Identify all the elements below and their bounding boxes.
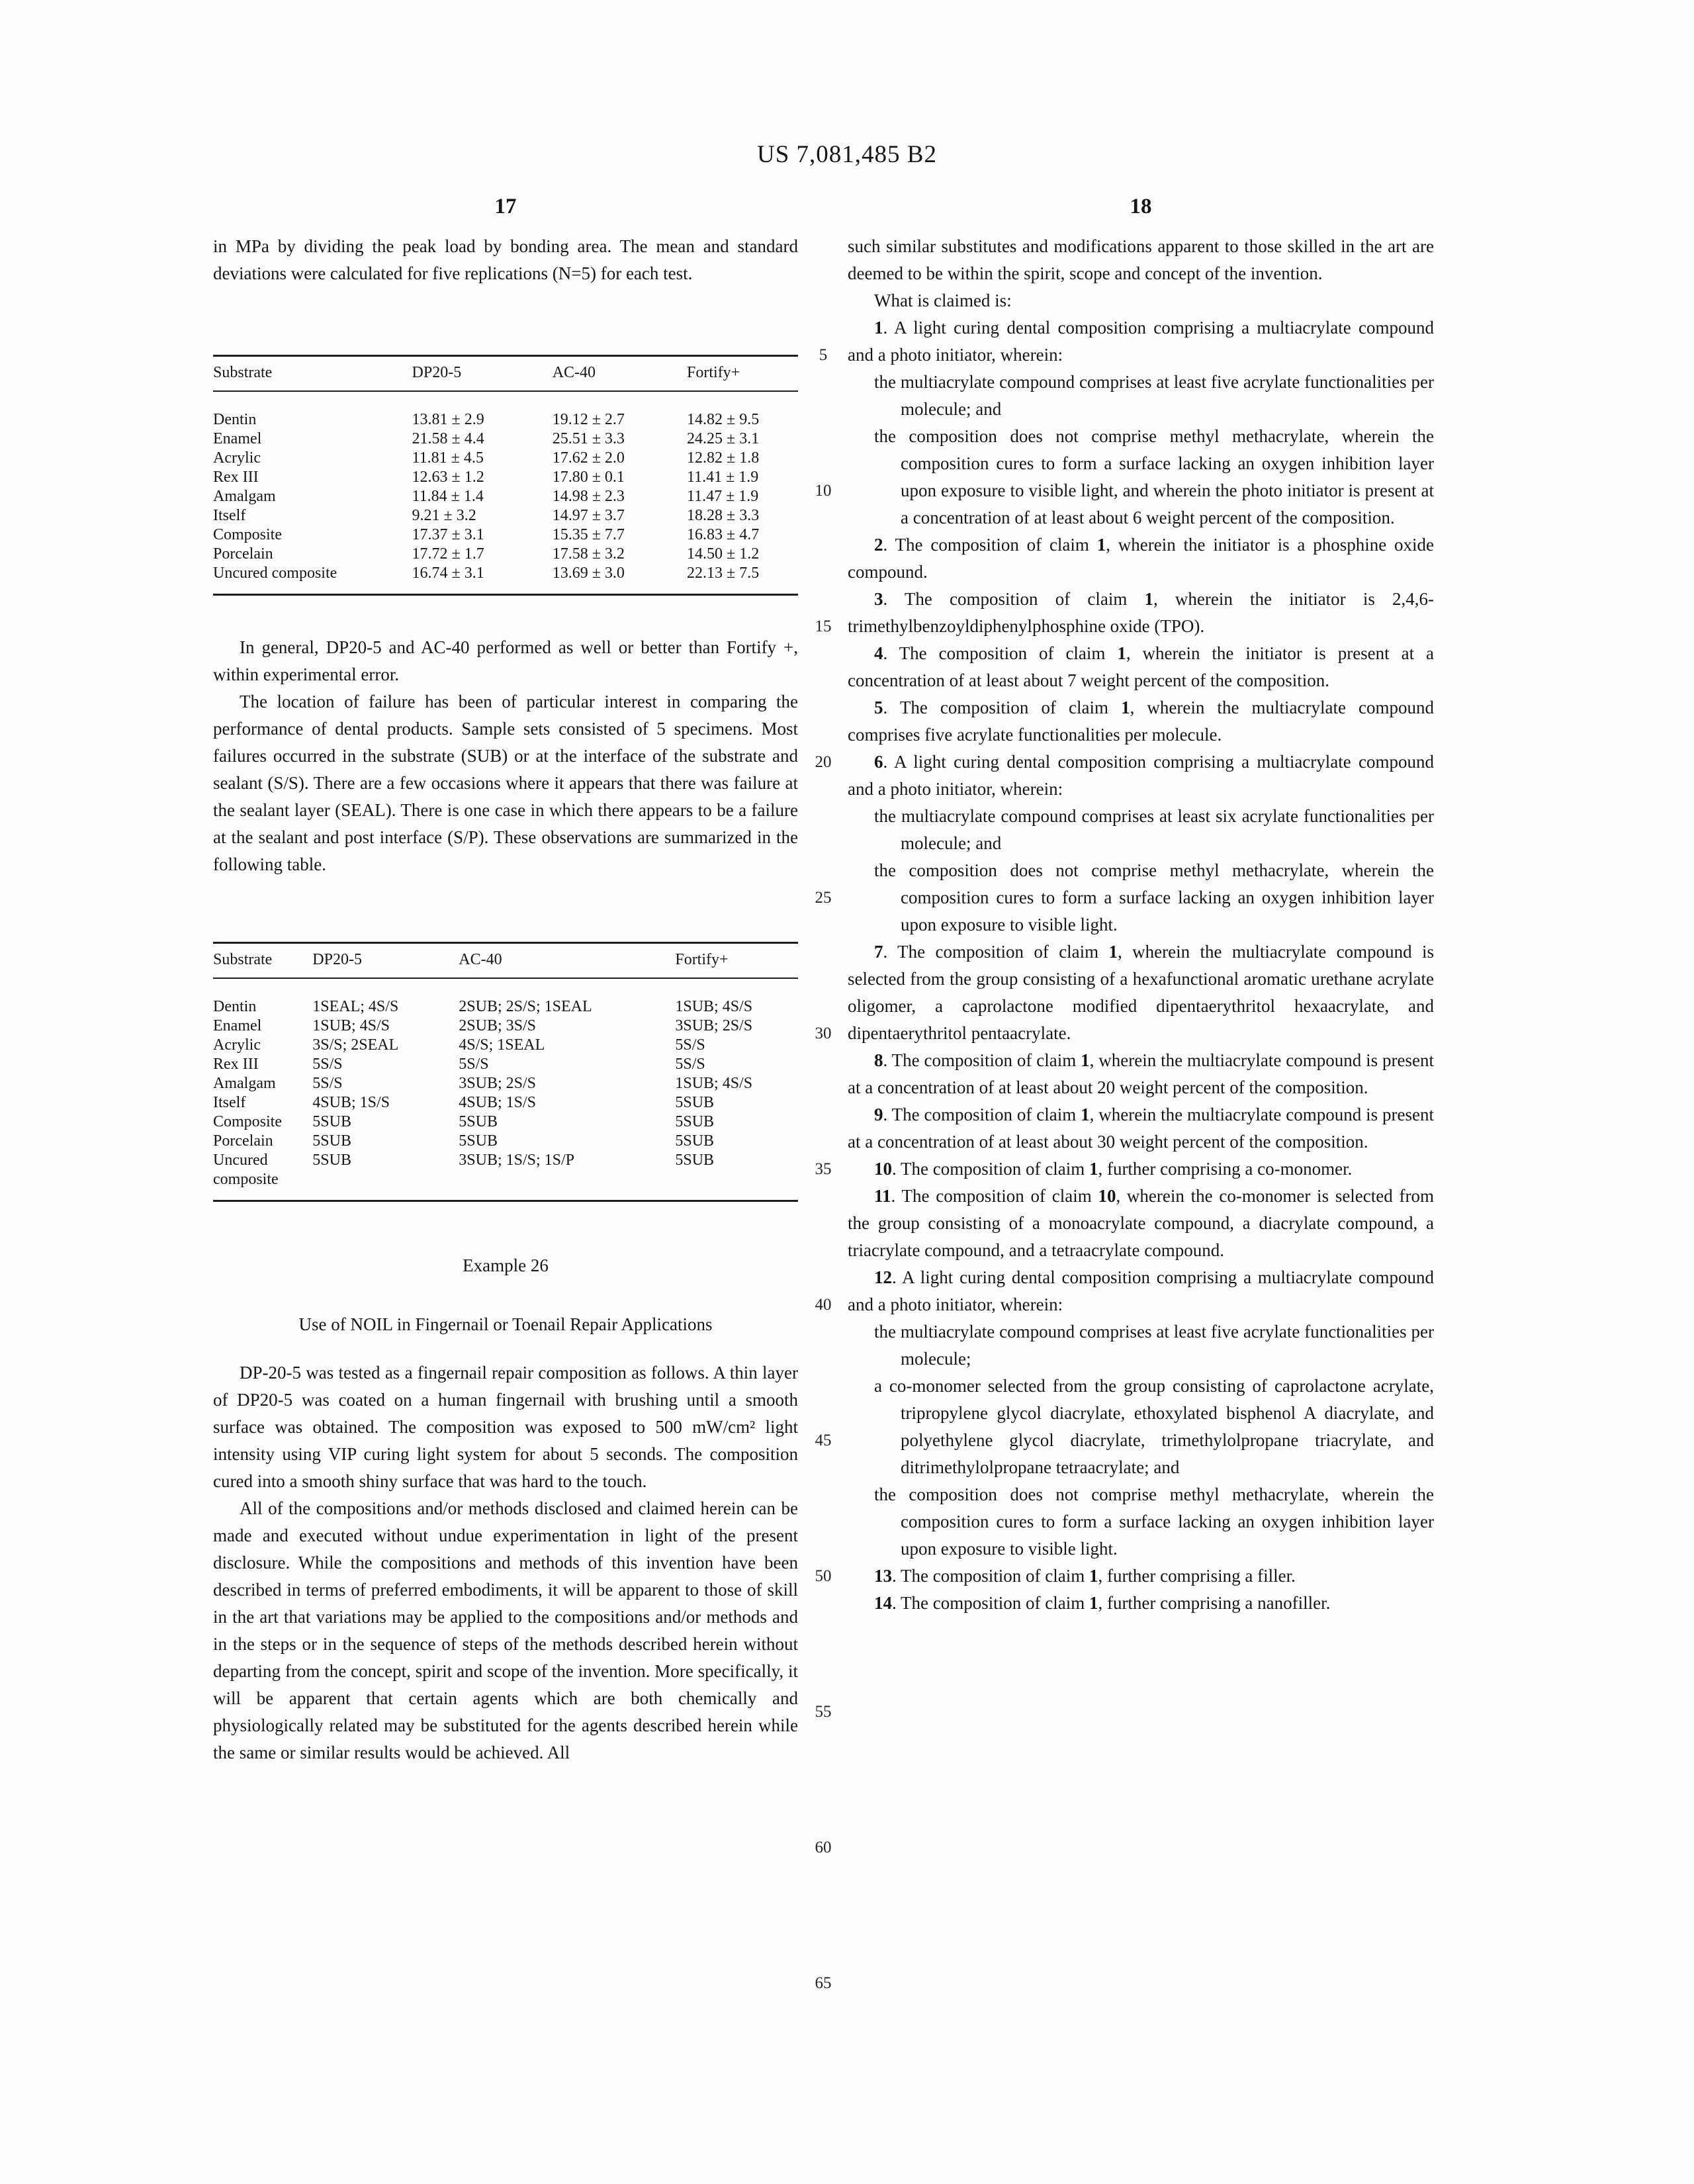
table-cell: 12.63 ± 1.2 (412, 469, 484, 486)
table-cell: Acrylic (213, 1036, 261, 1054)
failure-location-paragraph: The location of failure has been of particular interest in comparing the performance of dental products. Sample sets consisted of 5 specimens. Most failures occurred in the substrate (SUB) or at the interface of the substrate and sealant (S/S). There are a few occasions where it appears that there was failure at the sealant layer (SEAL). There is one case in which there appears to be a failure at the sealant and post interface (S/P). These observations are summarized in the following table. (213, 692, 798, 874)
continuation-paragraph: such similar substitutes and modifications apparent to those skilled in the art are deemed to be within the spirit, scope and concept of the invention. (848, 236, 1434, 283)
left-column (213, 233, 798, 1766)
table-cell: Enamel (213, 430, 262, 447)
line-number: 5 (819, 346, 828, 364)
table-cell: 14.98 ± 2.3 (552, 488, 625, 505)
table-header-cell: DP20-5 (412, 356, 553, 392)
bond-strength-table (213, 355, 798, 596)
table-cell: 1SUB; 4S/S (675, 1075, 753, 1092)
table-cell: 11.84 ± 1.4 (412, 488, 484, 505)
intro-paragraph: in MPa by dividing the peak load by bonding area. The mean and standard deviations were calculated for five replications (N=5) for each test. (213, 236, 798, 283)
table-header-row (213, 356, 798, 392)
line-number: 60 (815, 1839, 832, 1856)
table-cell: 17.80 ± 0.1 (552, 469, 625, 486)
claim-12-clause-3: the composition does not comprise methyl methacrylate, wherein the composition cures to form a surface lacking an oxygen inhibition layer upon exposure to visible light. (874, 1484, 1434, 1559)
table-cell: 14.97 ± 3.7 (552, 507, 625, 524)
claim-3: 3. The composition of claim 1, wherein the initiator is 2,4,6-trimethylbenzoyldiphenylphosphine oxide (TPO). (848, 589, 1434, 636)
claims-preamble: What is claimed is: (874, 291, 1012, 310)
table-row (213, 487, 798, 506)
table-cell: Uncured composite (213, 565, 337, 582)
claim-1: 1. A light curing dental composition comprising a multiacrylate compound and a photo initiator, wherein: (848, 318, 1434, 365)
table-header-cell: AC-40 (553, 356, 687, 392)
table-cell: Porcelain (213, 545, 273, 563)
table-row (213, 1113, 798, 1132)
table-cell: Dentin (213, 998, 257, 1015)
table-cell: 25.51 ± 3.3 (552, 430, 625, 447)
table-cell: 17.62 ± 2.0 (552, 449, 625, 467)
claim-6-clause-2: the composition does not comprise methyl methacrylate, wherein the composition cures to form a surface lacking an oxygen inhibition layer upon exposure to visible light. (874, 860, 1434, 934)
table-cell: 5S/S (312, 1075, 343, 1092)
right-column (848, 233, 1434, 1617)
table-cell: 16.83 ± 4.7 (687, 526, 760, 543)
table-row (213, 1017, 798, 1036)
claim-12: 12. A light curing dental composition comprising a multiacrylate compound and a photo initiator, wherein: (848, 1267, 1434, 1314)
table-row (213, 1151, 798, 1201)
table-cell: 4SUB; 1S/S (459, 1094, 536, 1111)
table-cell: 5SUB (459, 1132, 498, 1150)
table-header-cell: Substrate (213, 356, 412, 392)
table-cell: 14.50 ± 1.2 (687, 545, 760, 563)
table-cell: 17.72 ± 1.7 (412, 545, 484, 563)
table-cell: 2SUB; 2S/S; 1SEAL (459, 998, 592, 1015)
table-cell: 2SUB; 3S/S (459, 1017, 536, 1034)
table-cell: 9.21 ± 3.2 (412, 507, 476, 524)
claims-section (848, 233, 1434, 1617)
column-number-right: 18 (1130, 195, 1152, 218)
table-header-cell: AC-40 (459, 943, 675, 979)
table-cell: 5SUB (312, 1152, 351, 1169)
example-heading: Example 26 (463, 1255, 549, 1275)
claim-4: 4. The composition of claim 1, wherein the initiator is present at a concentration of at least about 7 weight percent of the composition. (848, 643, 1434, 690)
table-cell: 15.35 ± 7.7 (552, 526, 625, 543)
line-number: 50 (815, 1567, 832, 1585)
table-cell: 11.47 ± 1.9 (687, 488, 759, 505)
table-row (213, 391, 798, 430)
claim-14: 14. The composition of claim 1, further comprising a nanofiller. (874, 1593, 1331, 1613)
table-row (213, 525, 798, 545)
table-cell: 11.41 ± 1.9 (687, 469, 759, 486)
table-header-cell: Substrate (213, 943, 312, 979)
claim-2: 2. The composition of claim 1, wherein the initiator is a phosphine oxide compound. (848, 535, 1434, 582)
table-cell: 14.82 ± 9.5 (687, 411, 760, 428)
table-row (213, 1093, 798, 1113)
table-cell: 3S/S; 2SEAL (312, 1036, 399, 1054)
table-cell: 5S/S (675, 1056, 705, 1073)
table-row (213, 449, 798, 468)
table-cell: 5SUB (675, 1113, 715, 1130)
line-number: 65 (815, 1974, 832, 1992)
table-cell: 13.81 ± 2.9 (412, 411, 484, 428)
table-cell: 5S/S (459, 1056, 489, 1073)
table-header-row (213, 943, 798, 979)
table-row (213, 1036, 798, 1055)
claim-13: 13. The composition of claim 1, further comprising a filler. (874, 1566, 1296, 1586)
table-cell: Amalgam (213, 488, 276, 505)
table-cell: 3SUB; 2S/S (459, 1075, 536, 1092)
claim-9: 9. The composition of claim 1, wherein the multiacrylate compound is present at a concentration of at least about 30 weight percent of the composition. (848, 1105, 1435, 1152)
line-number: 35 (815, 1160, 832, 1178)
table-cell: 5SUB (675, 1094, 715, 1111)
claim-1-clause-2: the composition does not comprise methyl methacrylate, wherein the composition cures to form a surface lacking an oxygen inhibition layer upon exposure to visible light, and wherein the photo initiator is present at a concentration of at least about 6 weight percent of the composition. (874, 426, 1434, 527)
table-cell: 17.58 ± 3.2 (552, 545, 625, 563)
table-cell: 13.69 ± 3.0 (552, 565, 625, 582)
column-number-left: 17 (494, 195, 517, 218)
table-cell: 19.12 ± 2.7 (552, 411, 625, 428)
line-number: 30 (815, 1024, 832, 1042)
table-cell: Acrylic (213, 449, 261, 467)
table-cell: 1SUB; 4S/S (675, 998, 753, 1015)
table-cell: 3SUB; 2S/S (675, 1017, 753, 1034)
claim-11: 11. The composition of claim 10, wherein the co-monomer is selected from the group consisting of a monoacrylate compound, a diacrylate compound, a triacrylate compound, and a tetraacrylate compound. (848, 1186, 1434, 1260)
claim-5: 5. The composition of claim 1, wherein the multiacrylate compound comprises five acrylate functionalities per molecule. (848, 698, 1434, 745)
table-row (213, 1055, 798, 1074)
fingernail-paragraph: DP-20-5 was tested as a fingernail repair composition as follows. A thin layer of DP20-5 was coated on a human fingernail with brushing until a smooth surface was obtained. The composition was exposed to 500 mW/cm² light intensity using VIP curing light system for about 5 seconds. The composition cured into a smooth shiny surface that was hard to the touch. (213, 1363, 798, 1491)
claim-8: 8. The composition of claim 1, wherein the multiacrylate compound is present at a concentration of at least about 20 weight percent of the composition. (848, 1050, 1435, 1097)
table-row (213, 506, 798, 525)
line-number: 45 (815, 1432, 832, 1449)
table-cell: 11.81 ± 4.5 (412, 449, 484, 467)
table-cell: Itself (213, 1094, 246, 1111)
claim-12-clause-2: a co-monomer selected from the group consisting of caprolactone acrylate, tripropylene glycol diacrylate, ethoxylated bisphenol A diacrylate, and polyethylene glycol diacrylate, trimethylolpropane triacrylate, and ditrimethylolpropane tetraacrylate; and (874, 1376, 1434, 1477)
claim-6-clause-1: the multiacrylate compound comprises at least six acrylate functionalities per molecule; and (874, 806, 1434, 853)
table-cell: 21.58 ± 4.4 (412, 430, 484, 447)
line-number: 10 (815, 482, 832, 500)
table-cell: Amalgam (213, 1075, 276, 1092)
table-cell: 5SUB (459, 1113, 498, 1130)
table-cell: 4SUB; 1S/S (312, 1094, 390, 1111)
claim-12-clause-1: the multiacrylate compound comprises at least five acrylate functionalities per molecule; (874, 1322, 1434, 1369)
table-cell: 5SUB (312, 1113, 351, 1130)
example-subheading: Use of NOIL in Fingernail or Toenail Repair Applications (298, 1314, 713, 1334)
table-row (213, 564, 798, 595)
table-cell: Uncured composite (213, 1152, 279, 1188)
table-header-cell: Fortify+ (687, 356, 798, 392)
line-number: 40 (815, 1296, 832, 1314)
table-cell: 5SUB (312, 1132, 351, 1150)
table-cell: 1SUB; 4S/S (312, 1017, 390, 1034)
line-number: 55 (815, 1703, 832, 1721)
table-cell: Dentin (213, 411, 257, 428)
table-cell: Rex III (213, 1056, 259, 1073)
table-cell: 1SEAL; 4S/S (312, 998, 399, 1015)
table-row (213, 1132, 798, 1151)
table-row (213, 468, 798, 487)
failure-mode-table (213, 942, 798, 1202)
table-cell: Porcelain (213, 1132, 273, 1150)
table-cell: Rex III (213, 469, 259, 486)
table-cell: 17.37 ± 3.1 (412, 526, 484, 543)
table-cell: 22.13 ± 7.5 (687, 565, 760, 582)
line-number: 20 (815, 753, 832, 771)
table-row (213, 545, 798, 564)
table-cell: 5SUB (675, 1132, 715, 1150)
table-cell: Composite (213, 526, 283, 543)
table-cell: Itself (213, 507, 246, 524)
table-cell: 5S/S (675, 1036, 705, 1054)
results-paragraph: In general, DP20-5 and AC-40 performed as well or better than Fortify +, within experimental error. (213, 637, 798, 684)
patent-number: US 7,081,485 B2 (757, 141, 937, 168)
table-cell: 4S/S; 1SEAL (459, 1036, 545, 1054)
claim-7: 7. The composition of claim 1, wherein the multiacrylate compound is selected from the group consisting of a hexafunctional aromatic urethane acrylate oligomer, a caprolactone modified dipentaerythritol hexaacrylate, and dipentaerythritol pentaacrylate. (848, 942, 1435, 1043)
line-number: 15 (815, 617, 832, 635)
claim-10: 10. The composition of claim 1, further comprising a co-monomer. (874, 1159, 1353, 1179)
closing-paragraph: All of the compositions and/or methods disclosed and claimed herein can be made and executed without undue experimentation in light of the present disclosure. While the compositions and methods of this invention have been described in terms of preferred embodiments, it will be apparent to those of skill in the art that variations may be applied to the compositions and/or methods and in the steps or in the sequence of steps of the methods described herein without departing from the concept, spirit and scope of the invention. More specifically, it will be apparent that certain agents which are both chemically and physiologically related may be substituted for the agents described herein while the same or similar results would be achieved. All (213, 1498, 798, 1762)
table-cell: 16.74 ± 3.1 (412, 565, 484, 582)
table-row (213, 978, 798, 1017)
claim-6: 6. A light curing dental composition comprising a multiacrylate compound and a photo initiator, wherein: (848, 752, 1434, 799)
table-cell: Composite (213, 1113, 283, 1130)
line-number: 25 (815, 889, 832, 907)
table-cell: 12.82 ± 1.8 (687, 449, 760, 467)
table-row (213, 430, 798, 449)
table-header-cell: DP20-5 (312, 943, 459, 979)
table-cell: 5S/S (312, 1056, 343, 1073)
table-header-cell: Fortify+ (675, 943, 798, 979)
table-row (213, 1074, 798, 1093)
table-cell: 24.25 ± 3.1 (687, 430, 760, 447)
table-cell: Enamel (213, 1017, 262, 1034)
table-cell: 5SUB (675, 1152, 715, 1169)
table-cell: 3SUB; 1S/S; 1S/P (459, 1152, 575, 1169)
table-cell: 18.28 ± 3.3 (687, 507, 760, 524)
claim-1-clause-1: the multiacrylate compound comprises at least five acrylate functionalities per molecule; and (874, 372, 1434, 419)
line-number-gutter (798, 233, 848, 2179)
